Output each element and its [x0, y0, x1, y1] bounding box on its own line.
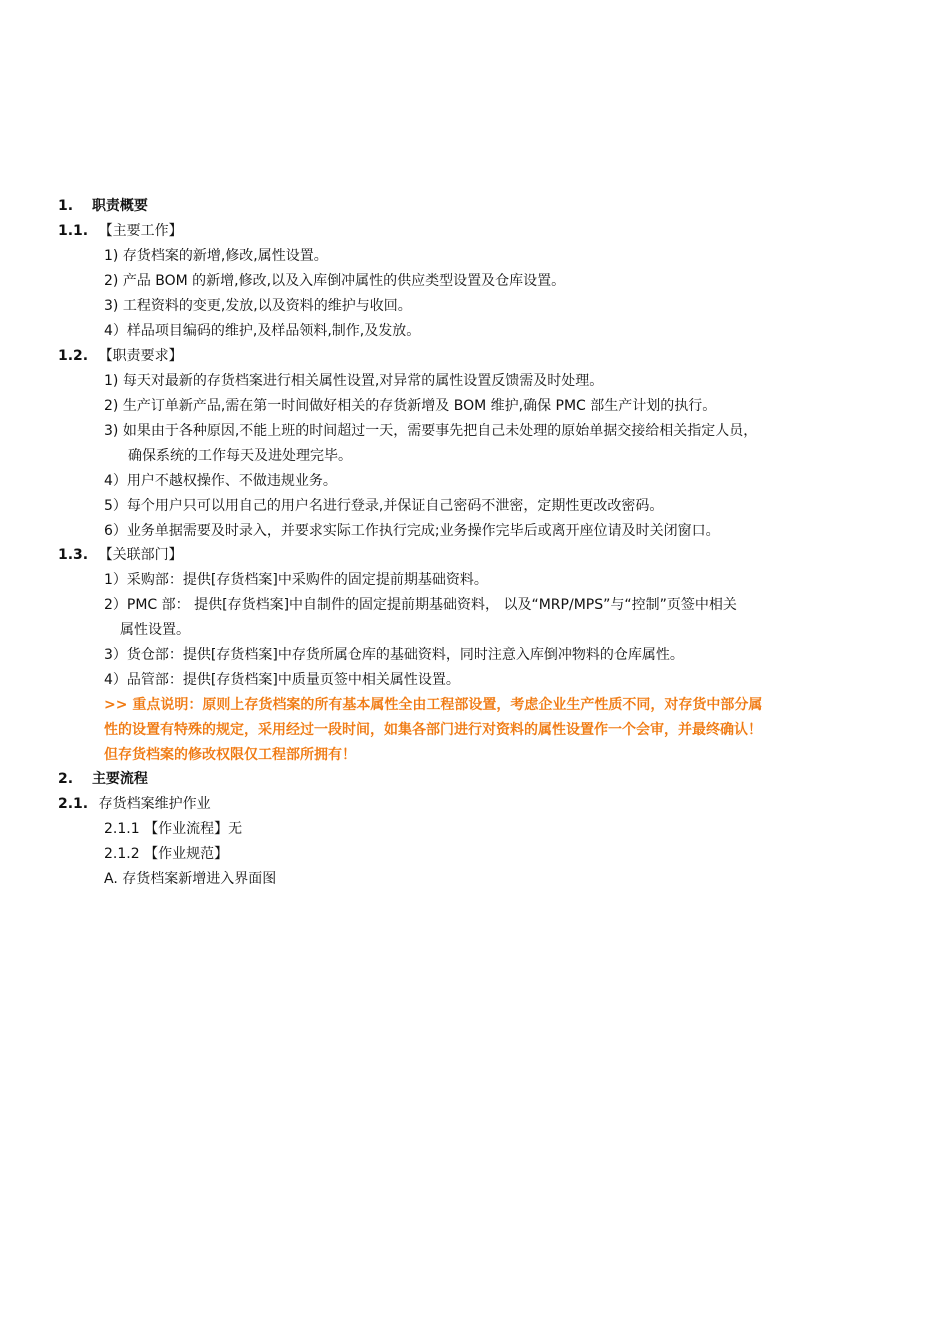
important-note-line: >> 重点说明：原则上存货档案的所有基本属性全由工程部设置，考虑企业生产性质不同，对存货中部分属 — [104, 697, 763, 713]
important-note-line: 性的设置有特殊的规定，采用经过一段时间，如集各部门进行对资料的属性设置作一个会审，并最终确认！ — [104, 722, 762, 738]
section-number: 2. — [58, 771, 74, 787]
list-item: 2) 产品 BOM 的新增,修改,以及入库倒冲属性的供应类型设置及仓库设置。 — [104, 273, 566, 289]
section-title: 存货档案维护作业 — [98, 796, 211, 812]
subsection-item: A. 存货档案新增进入界面图 — [104, 871, 277, 887]
list-item: 1）采购部：提供[存货档案]中采购件的固定提前期基础资料。 — [104, 572, 488, 588]
section-title: 【关联部门】 — [98, 547, 183, 563]
list-item: 3) 如果由于各种原因,不能上班的时间超过一天，需要事先把自己未处理的原始单据交接给相关指定人员， — [104, 423, 758, 439]
section-number: 1.3. — [58, 547, 89, 563]
subsection-item: 2.1.1 【作业流程】无 — [104, 821, 243, 837]
section-1-2-heading — [58, 347, 183, 365]
section-title: 主要流程 — [91, 771, 148, 787]
list-item: 4）品管部：提供[存货档案]中质量页签中相关属性设置。 — [104, 672, 460, 688]
list-item: 3）货仓部：提供[存货档案]中存货所属仓库的基础资料，同时注意入库倒冲物料的仓库属性。 — [104, 647, 684, 663]
section-number: 2.1. — [58, 796, 89, 812]
list-item: 1) 存货档案的新增,修改,属性设置。 — [104, 248, 328, 264]
list-item: 3) 工程资料的变更,发放,以及资料的维护与收回。 — [104, 298, 412, 314]
list-item: 2) 生产订单新产品,需在第一时间做好相关的存货新增及 BOM 维护,确保 PMC 部生产计划的执行。 — [104, 398, 717, 414]
section-title: 【主要工作】 — [98, 223, 183, 239]
section-title: 职责概要 — [91, 198, 148, 214]
section-title: 【职责要求】 — [98, 348, 183, 364]
list-item: 1) 每天对最新的存货档案进行相关属性设置,对异常的属性设置反馈需及时处理。 — [104, 373, 604, 389]
section-number: 1.2. — [58, 348, 89, 364]
section-number: 1.1. — [58, 223, 89, 239]
list-item: 5）每个用户只可以用自己的用户名进行登录,并保证自己密码不泄密，定期性更改改密码。 — [104, 498, 664, 514]
list-item: 4）样品项目编码的维护,及样品领料,制作,及发放。 — [104, 323, 421, 339]
list-item: 2）PMC 部： 提供[存货档案]中自制件的固定提前期基础资料， 以及“MRP/MPS”与“控制”页签中相关 — [104, 597, 737, 613]
section-2-1-heading — [58, 795, 211, 813]
section-1-1-heading — [58, 222, 183, 240]
list-item: 4）用户不越权操作、不做违规业务。 — [104, 473, 337, 489]
section-number: 1. — [58, 198, 74, 214]
important-note-line: 但存货档案的修改权限仅工程部所拥有！ — [104, 747, 356, 763]
section-2-heading — [58, 770, 148, 788]
subsection-item: 2.1.2 【作业规范】 — [104, 846, 229, 862]
list-item: 6）业务单据需要及时录入，并要求实际工作执行完成;业务操作完毕后或离开座位请及时关闭窗口。 — [104, 523, 720, 539]
section-1-heading — [58, 197, 148, 215]
list-item-continuation: 属性设置。 — [120, 622, 190, 638]
list-item-continuation: 确保系统的工作每天及进处理完毕。 — [128, 448, 352, 464]
section-1-3-heading — [58, 546, 183, 564]
